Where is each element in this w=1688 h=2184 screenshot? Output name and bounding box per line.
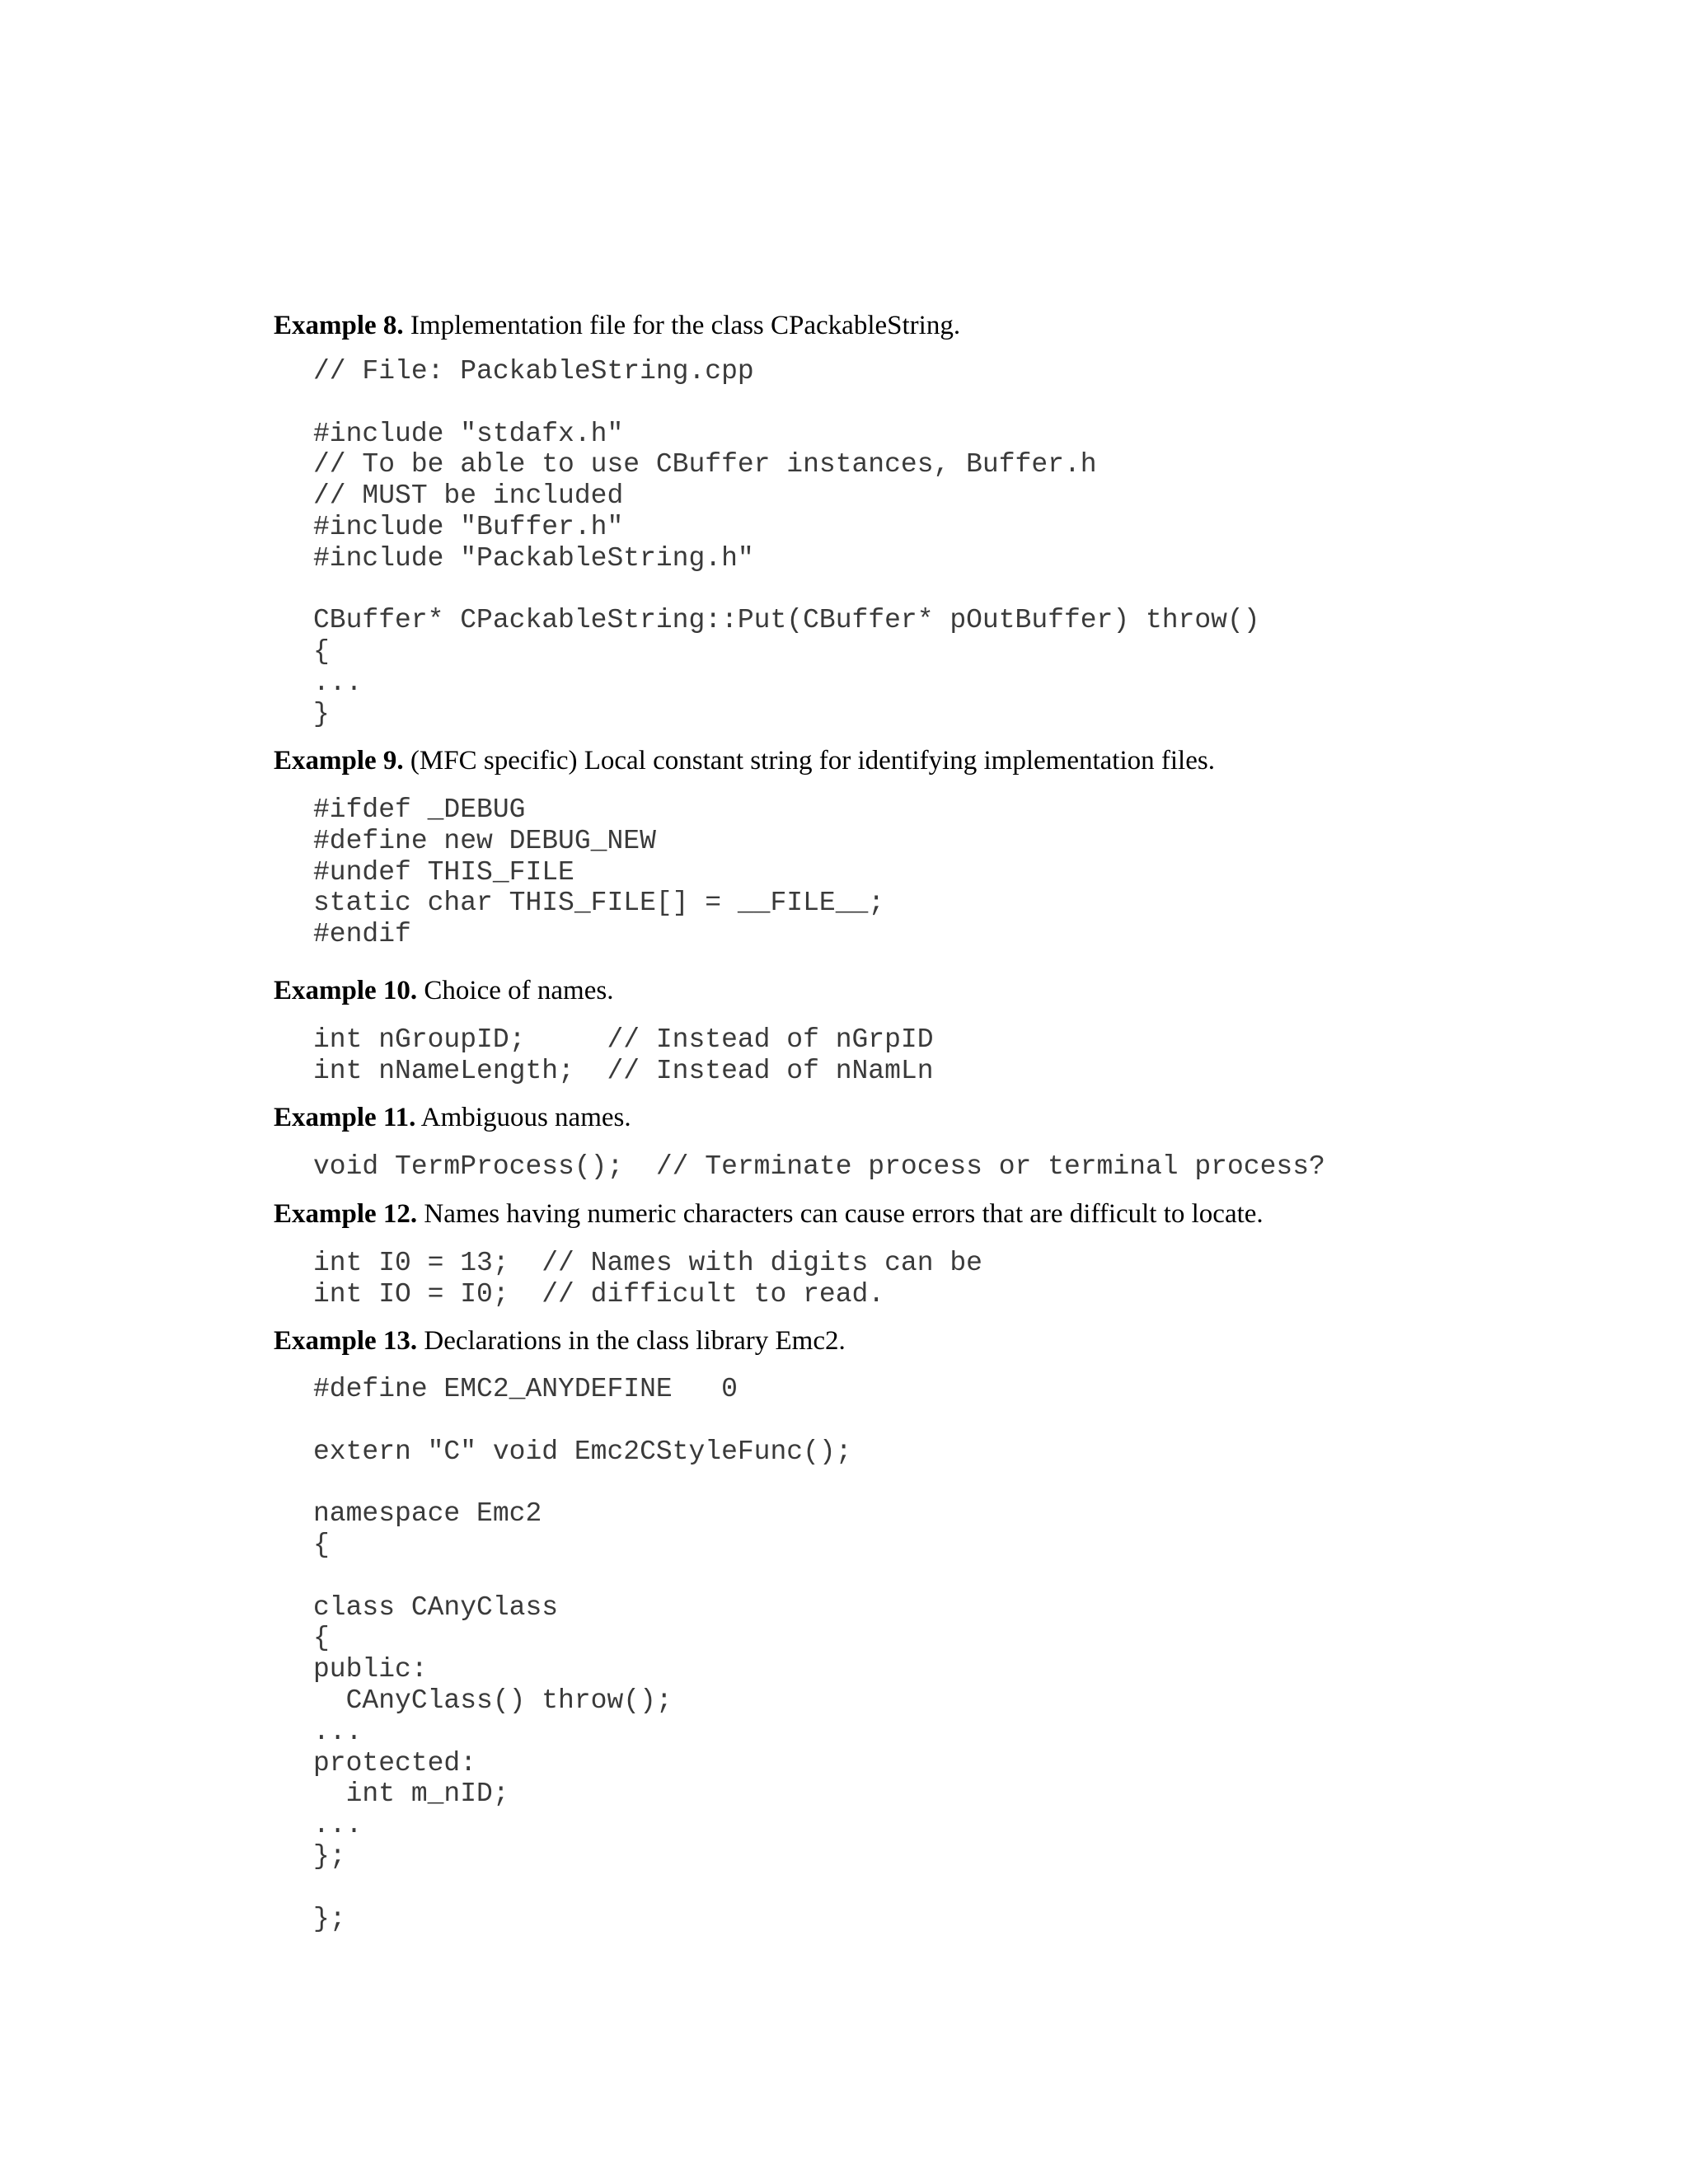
example-description: Declarations in the class library Emc2. bbox=[417, 1326, 846, 1356]
example-12-caption bbox=[274, 1198, 1264, 1230]
example-9-code: #ifdef _DEBUG #define new DEBUG_NEW #undef THIS_FILE static char THIS_FILE[] = __FILE__; #endif bbox=[313, 794, 885, 950]
example-description: Ambiguous names. bbox=[415, 1103, 631, 1132]
example-label: Example 10. bbox=[274, 976, 418, 1005]
example-description: Choice of names. bbox=[417, 976, 614, 1005]
example-description: (MFC specific) Local constant string for identifying implementation files. bbox=[403, 746, 1215, 776]
example-description: Names having numeric characters can cause errors that are difficult to locate. bbox=[417, 1199, 1264, 1229]
example-13-caption bbox=[274, 1325, 846, 1357]
example-8-code: // File: PackableString.cpp #include "stdafx.h" // To be able to use CBuffer instances, Buffer.h // MUST be included #include "Buffer.h" #include "PackableString.h" CBuffer* CPackableString::Put(CBuffer* pOutBuffer) throw() { ... } bbox=[313, 356, 1260, 729]
example-label: Example 9. bbox=[274, 746, 404, 776]
example-description: Implementation file for the class CPackableString. bbox=[403, 311, 961, 340]
example-8-caption bbox=[274, 310, 960, 341]
example-12-code: int I0 = 13; // Names with digits can be int IO = I0; // difficult to read. bbox=[313, 1248, 982, 1310]
example-label: Example 12. bbox=[274, 1199, 418, 1229]
example-10-caption bbox=[274, 975, 613, 1006]
example-10-code: int nGroupID; // Instead of nGrpID int nNameLength; // Instead of nNamLn bbox=[313, 1024, 934, 1086]
example-label: Example 8. bbox=[274, 311, 404, 340]
example-label: Example 13. bbox=[274, 1326, 418, 1356]
example-9-caption bbox=[274, 745, 1215, 776]
example-11-caption bbox=[274, 1102, 631, 1133]
example-label: Example 11. bbox=[274, 1103, 416, 1132]
example-11-code: void TermProcess(); // Terminate process or terminal process? bbox=[313, 1151, 1325, 1182]
example-13-code: #define EMC2_ANYDEFINE 0 extern "C" void Emc2CStyleFunc(); namespace Emc2 { class CAnyClass { public: CAnyClass() throw(); ... protected: int m_nID; ... }; }; bbox=[313, 1374, 852, 1934]
